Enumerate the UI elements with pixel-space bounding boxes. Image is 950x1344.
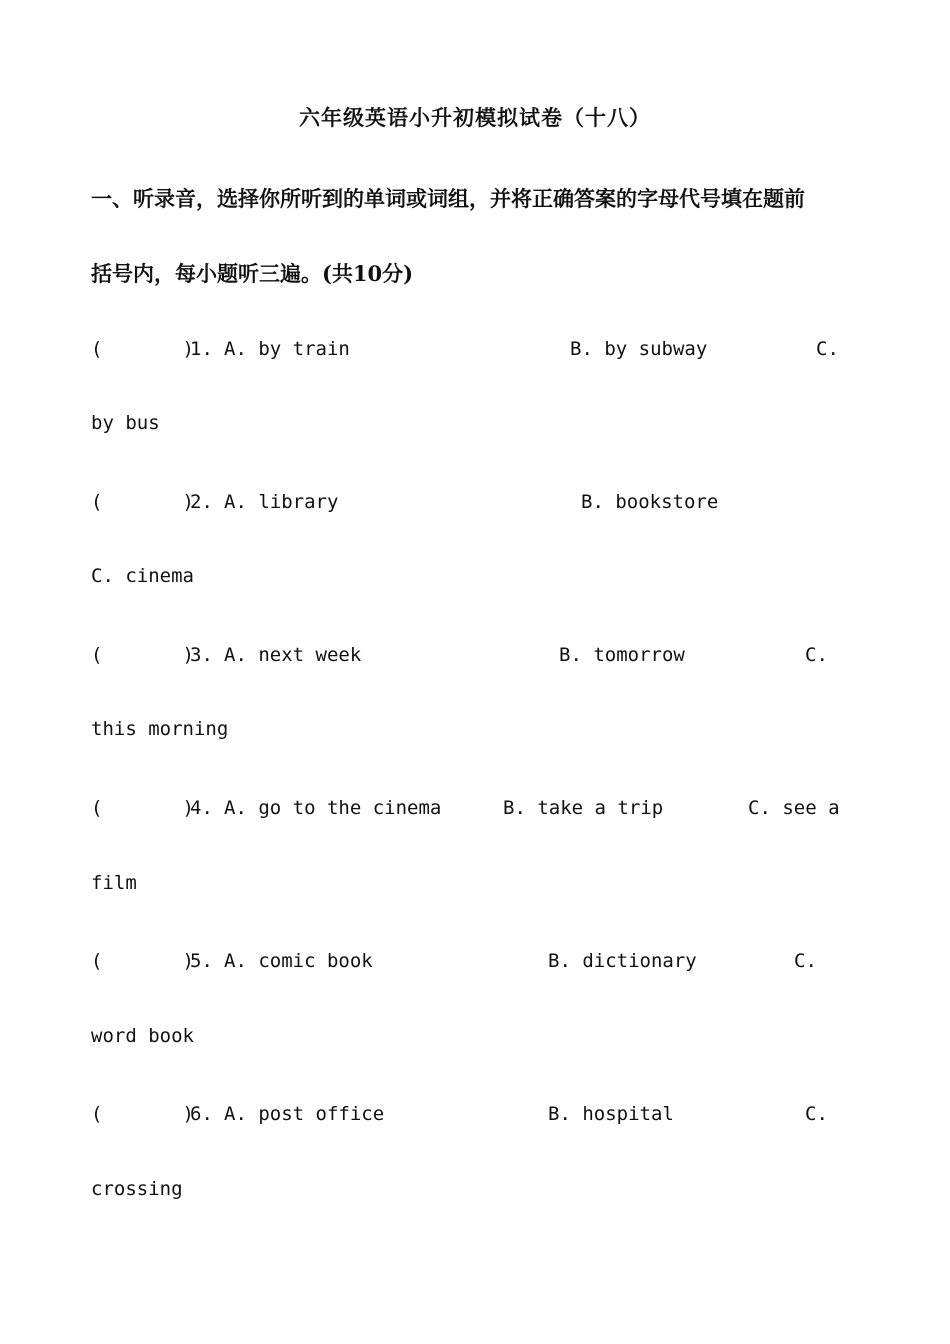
option-c-text: word book (91, 1025, 194, 1047)
option-b: B. tomorrow (559, 644, 685, 666)
option-c-label: C. (816, 338, 839, 360)
question-number: 3. (190, 644, 213, 666)
option-a: A. by train (224, 338, 350, 360)
option-a: A. post office (224, 1103, 385, 1125)
option-b: B. bookstore (581, 491, 719, 513)
option-c-label: C. see a (748, 797, 840, 819)
option-c-label: C. (794, 950, 817, 972)
answer-bracket[interactable]: ( ) (91, 950, 194, 972)
option-c-text: C. cinema (91, 565, 194, 587)
question-number: 6. (190, 1103, 213, 1125)
option-b: B. dictionary (548, 950, 697, 972)
option-a: A. library (224, 491, 339, 513)
option-c-text: film (91, 872, 137, 894)
option-a: A. comic book (224, 950, 373, 972)
option-b: B. take a trip (503, 797, 664, 819)
question-number: 4. (190, 797, 213, 819)
answer-bracket[interactable]: ( ) (91, 644, 194, 666)
question-number: 2. (190, 491, 213, 513)
answer-bracket[interactable]: ( ) (91, 1103, 194, 1125)
question-number: 5. (190, 950, 213, 972)
page-title: 六年级英语小升初模拟试卷（十八） (299, 105, 651, 130)
section-1-heading-line-1: 一、听录音，选择你所听到的单词或词组，并将正确答案的字母代号填在题前 (91, 186, 805, 211)
option-c-label: C. (805, 644, 828, 666)
option-c-text: crossing (91, 1178, 183, 1200)
question-number: 1. (190, 338, 213, 360)
answer-bracket[interactable]: ( ) (91, 491, 194, 513)
option-b: B. hospital (548, 1103, 674, 1125)
option-b: B. by subway (570, 338, 708, 360)
answer-bracket[interactable]: ( ) (91, 797, 194, 819)
option-c-text: this morning (91, 718, 229, 740)
option-c-text: by bus (91, 412, 160, 434)
option-a: A. go to the cinema (224, 797, 442, 819)
option-a: A. next week (224, 644, 362, 666)
answer-bracket[interactable]: ( ) (91, 338, 194, 360)
section-1-heading-line-2: 括号内，每小题听三遍。(共10分) (91, 261, 414, 286)
option-c-label: C. (805, 1103, 828, 1125)
